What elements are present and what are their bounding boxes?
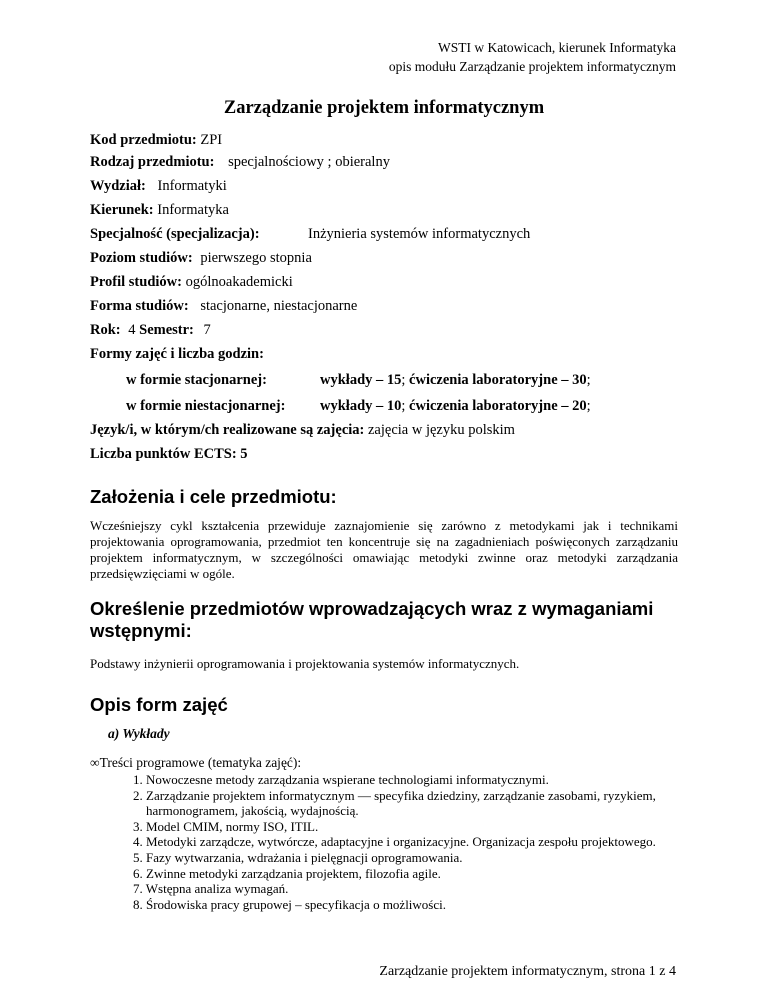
poziom-label: Poziom studiów: [90, 250, 193, 266]
stac-wyk-value: 15 [386, 372, 402, 388]
header-line-2: opis modułu Zarządzanie projektem informatycznym [388, 59, 676, 74]
poziom-value: pierwszego stopnia [200, 250, 312, 266]
cele-heading: Założenia i cele przedmiotu: [90, 486, 337, 507]
wymagania-heading [90, 598, 653, 642]
field-ects [90, 446, 248, 463]
formy-label: Formy zajęć i liczba godzin: [90, 346, 264, 362]
list-item: 3. Model CMIM, normy ISO, ITIL. [133, 818, 319, 834]
profil-label: Profil studiów: [90, 274, 182, 290]
forma-label: Forma studiów: [90, 298, 189, 314]
tresci-list [128, 772, 688, 912]
cele-text: Wcześniejszy cykl kształcenia przewiduje zaznajomienie się zarówno z metodykami jak i technikami projektowania oprogramowania, przedmiot ten koncentruje się na zagadnieniach poświęconych zarządzaniu projektem informatycznym, w szczególności omawiając metodyki zwinne oraz metodyki zarządzania przedsięwzięciami w ogóle. [90, 518, 678, 581]
row-niestacjonarne [126, 398, 285, 415]
row-niestacjonarne-hours: wykłady – 10; ćwiczenia laboratoryjne – 20; [320, 398, 591, 414]
ects-value: 5 [240, 446, 248, 462]
field-specjalnosc [90, 226, 531, 243]
semestr-value: 7 [203, 322, 211, 338]
page-header [389, 38, 676, 76]
field-jezyk [90, 422, 515, 439]
list-item: 7. Wstępna analiza wymagań. [133, 881, 289, 897]
rodzaj-label: Rodzaj przedmiotu: [90, 154, 215, 170]
field-kod [90, 132, 222, 149]
ects-label: Liczba punktów ECTS: [90, 446, 237, 462]
stac-cw-label: ćwiczenia laboratoryjne – [409, 372, 569, 388]
row-stacjonarne [126, 372, 267, 389]
forma-value: stacjonarne, niestacjonarne [200, 298, 358, 314]
rok-value: 4 [128, 322, 136, 338]
field-profil [90, 274, 293, 291]
field-rodzaj [90, 154, 390, 171]
page-footer: Zarządzanie projektem informatycznym, strona 1 z 4 [379, 964, 676, 979]
kod-label: Kod przedmiotu: [90, 132, 197, 148]
tresci-intro: ∞Treści programowe (tematyka zajęć): [90, 755, 302, 770]
wyklady-heading: a) Wykłady [108, 726, 170, 741]
wymagania-text: Podstawy inżynierii oprogramowania i projektowania systemów informatycznych. [90, 656, 520, 671]
list-item: 4. Metodyki zarządcze, wytwórcze, adaptacyjne i organizacyjne. Organizacja zespołu projektowego. [133, 834, 656, 850]
wymagania-heading-line-1: Określenie przedmiotów wprowadzających wraz z wymaganiami [90, 598, 654, 619]
list-item: 5. Fazy wytwarzania, wdrażania i pielęgnacji oprogramowania. [133, 849, 463, 865]
rok-label: Rok: [90, 322, 121, 338]
row-stacjonarne-hours: wykłady – 15; ćwiczenia laboratoryjne – 30; [320, 372, 591, 388]
jezyk-label: Język/i, w którym/ch realizowane są zajęcia: [90, 422, 365, 438]
header-line-1: WSTI w Katowicach, kierunek Informatyka [437, 40, 676, 55]
specjalnosc-label: Specjalność (specjalizacja): [90, 226, 260, 242]
wymagania-heading-line-2: wstępnymi: [90, 620, 192, 641]
opis-heading: Opis form zajęć [90, 694, 228, 715]
list-item: 6. Zwinne metodyki zarządzania projektem, filozofia agile. [133, 865, 441, 881]
stac-label: w formie stacjonarnej: [126, 372, 267, 388]
kierunek-value: Informatyka [157, 202, 229, 218]
semestr-label: Semestr: [139, 322, 194, 338]
niestac-cw-label: ćwiczenia laboratoryjne – [409, 398, 569, 414]
specjalnosc-value: Inżynieria systemów informatycznych [308, 226, 531, 242]
stac-wyk-label: wykłady – [320, 372, 384, 388]
field-forma [90, 298, 357, 315]
stac-cw-value: 30 [572, 372, 587, 388]
wydzial-label: Wydział: [90, 178, 146, 194]
kod-value: ZPI [200, 132, 223, 148]
niestac-label: w formie niestacjonarnej: [126, 398, 286, 414]
list-item: 2. Zarządzanie projektem informatycznym — specyfika dziedziny, zarządzanie zasobami, ryzykiem, harmonogramem, jakością, wydajnością. [133, 787, 656, 819]
niestac-wyk-label: wykłady – [320, 398, 384, 414]
document-title: Zarządzanie projektem informatycznym [223, 98, 545, 118]
list-item: 8. Środowiska pracy grupowej – specyfikacja o możliwości. [133, 896, 447, 912]
field-rok-semestr [90, 322, 211, 339]
field-poziom [90, 250, 312, 267]
niestac-cw-value: 20 [572, 398, 587, 414]
field-wydzial [90, 178, 227, 195]
jezyk-value: zajęcia w języku polskim [368, 422, 515, 438]
niestac-wyk-value: 10 [386, 398, 402, 414]
rodzaj-value: specjalnościowy ; obieralny [228, 154, 390, 170]
list-item: 1. Nowoczesne metody zarządzania wspierane technologiami informatycznymi. [133, 772, 549, 787]
profil-value: ogólnoakademicki [185, 274, 293, 290]
wydzial-value: Informatyki [157, 178, 227, 194]
field-kierunek [90, 202, 229, 219]
kierunek-label: Kierunek: [90, 202, 154, 218]
